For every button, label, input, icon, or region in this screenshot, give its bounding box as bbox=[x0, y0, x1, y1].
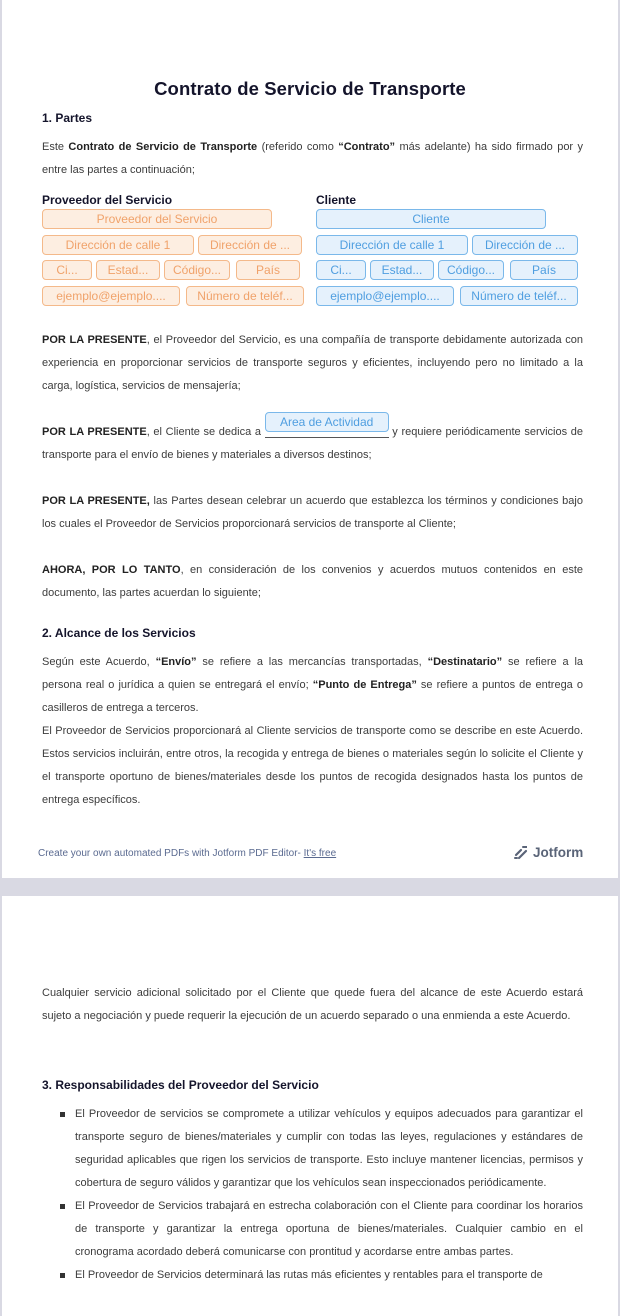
scope-services-paragraph: El Proveedor de Servicios proporcionará al Cliente servicios de transporte como se describe en este Acuerdo. Estos servicios incluirán, entre otros, la recogida y entrega de bienes o materiales según lo solicite el Cliente y el transporte oportuno de bienes/materiales desde los puntos de recogida designados hasta los puntos de entrega específicos. bbox=[42, 725, 583, 806]
document-page-2 bbox=[2, 896, 618, 1316]
now-therefore-paragraph: AHORA, POR LO TANTO, en consideración de los convenios y acuerdos mutuos contenidos en este documento, las partes acuerdan lo siguiente; bbox=[42, 564, 583, 599]
provider-name-field[interactable]: Proveedor del Servicio bbox=[42, 209, 272, 229]
list-item: El Proveedor de Servicios determinará las rutas más eficientes y rentables para el transporte de bbox=[60, 1264, 583, 1287]
bullet-icon bbox=[60, 1112, 65, 1117]
provider-state-field[interactable]: Estad... bbox=[96, 260, 160, 280]
client-name-field[interactable]: Cliente bbox=[316, 209, 546, 229]
provider-city-field[interactable]: Ci... bbox=[42, 260, 92, 280]
jotform-brand-text: Jotform bbox=[533, 845, 584, 860]
provider-country-field[interactable]: País bbox=[236, 260, 300, 280]
whereas-parties-paragraph: POR LA PRESENTE, las Partes desean celebrar un acuerdo que establezca los términos y condiciones bajo los cuales el Proveedor de Servicios proporcionará servicios de transporte al Cliente; bbox=[42, 495, 583, 530]
jotform-icon bbox=[514, 846, 529, 860]
intro-paragraph: Este Contrato de Servicio de Transporte (referido como “Contrato” más adelante) ha sido firmado por y entre las partes a continuación; bbox=[42, 141, 583, 176]
scope-definitions-paragraph: Según este Acuerdo, “Envío” se refiere a las mercancías transportadas, “Destinatario” se refiere a la persona real o jurídica a quien se entregará el envío; “Punto de Entrega” se refiere a puntos de entrega o casilleros de entrega a terceros. bbox=[42, 656, 584, 714]
its-free-link[interactable]: It's free bbox=[303, 848, 337, 859]
footer-promo: Create your own automated PDFs with Jotform PDF Editor- It's free bbox=[38, 848, 337, 859]
bullet-icon bbox=[60, 1204, 65, 1209]
additional-services-paragraph: Cualquier servicio adicional solicitado por el Cliente que quede fuera del alcance de este Acuerdo estará sujeto a negociación y puede requerir la ejecución de un acuerdo separado o una enmienda a este Acuerdo. bbox=[42, 987, 583, 1022]
whereas-provider-paragraph: POR LA PRESENTE, el Proveedor del Servicio, es una compañía de transporte debidamente autorizada con experiencia en proporcionar servicios de transporte seguros y eficientes, incluyendo pero no limitado a la carga, logística, servicios de mensajería; bbox=[42, 334, 583, 392]
client-country-field[interactable]: País bbox=[510, 260, 578, 280]
section-heading-parties: 1. Partes bbox=[42, 111, 93, 125]
jotform-logo[interactable] bbox=[514, 845, 583, 860]
responsibilities-list bbox=[60, 1103, 583, 1287]
client-label: Cliente bbox=[316, 193, 357, 207]
client-state-field[interactable]: Estad... bbox=[370, 260, 434, 280]
bullet-icon bbox=[60, 1273, 65, 1278]
provider-street2-field[interactable]: Dirección de ... bbox=[198, 235, 302, 255]
client-zip-field[interactable]: Código... bbox=[438, 260, 504, 280]
client-street1-field[interactable]: Dirección de calle 1 bbox=[316, 235, 468, 255]
section-heading-scope: 2. Alcance de los Servicios bbox=[42, 626, 196, 640]
document-page-1 bbox=[2, 0, 618, 878]
client-phone-field[interactable]: Número de teléf... bbox=[460, 286, 578, 306]
provider-phone-field[interactable]: Número de teléf... bbox=[186, 286, 304, 306]
activity-area-field[interactable]: Area de Actividad bbox=[265, 412, 389, 432]
document-title: Contrato de Servicio de Transporte bbox=[154, 78, 466, 99]
provider-street1-field[interactable]: Dirección de calle 1 bbox=[42, 235, 194, 255]
whereas-client-paragraph: POR LA PRESENTE, el Cliente se dedica a Area de Actividad y requiere periódicamente servicios de transporte para el envío de bienes y materiales a diversos destinos; bbox=[42, 421, 583, 467]
list-item: El Proveedor de Servicios trabajará en estrecha colaboración con el Cliente para coordinar los horarios de transporte y garantizar la entrega oportuna de bienes/materiales. Cualquier cambio en el cronograma acordado deberá comunicarse con prontitud y acordarse entre ambas partes. bbox=[60, 1195, 583, 1264]
client-city-field[interactable]: Ci... bbox=[316, 260, 366, 280]
provider-label: Proveedor del Servicio bbox=[42, 193, 173, 207]
list-item: El Proveedor de servicios se compromete a utilizar vehículos y equipos adecuados para garantizar el transporte seguro de bienes/materiales y cumplir con todas las leyes, regulaciones y estándares de seguridad aplicables que rigen los servicios de transporte. Esto incluye mantener licencias, permisos y cobertura de seguro válidos y garantizar que los vehículos sean inspeccionados periódicamente. bbox=[60, 1103, 583, 1195]
section-heading-responsibilities: 3. Responsabilidades del Proveedor del Servicio bbox=[42, 1078, 319, 1092]
provider-email-field[interactable]: ejemplo@ejemplo.... bbox=[42, 286, 180, 306]
client-email-field[interactable]: ejemplo@ejemplo.... bbox=[316, 286, 454, 306]
provider-zip-field[interactable]: Código... bbox=[164, 260, 230, 280]
client-street2-field[interactable]: Dirección de ... bbox=[472, 235, 578, 255]
